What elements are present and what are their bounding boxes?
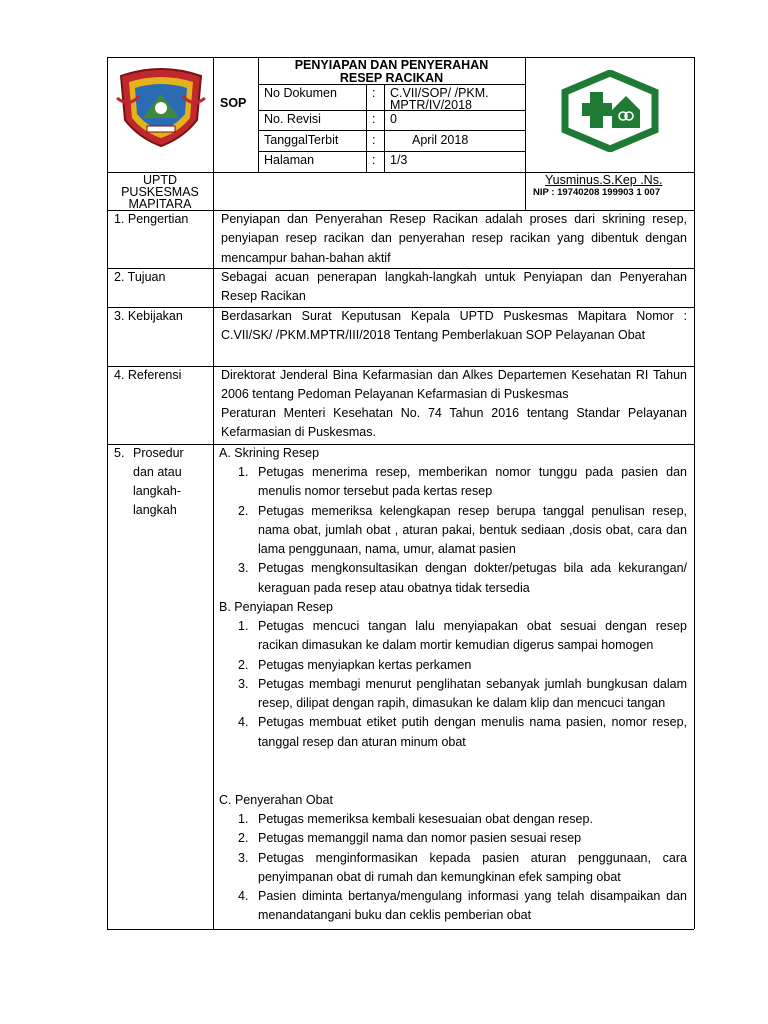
regency-emblem-icon: [113, 68, 209, 148]
section-title-penyerahan: C. Penyerahan Obat: [219, 793, 333, 807]
list-item: 3. Petugas menginformasikan kepada pasien aturan penggunaan, cara penyimpanan obat di rumah dan kemungkinan efek samping obat: [238, 850, 687, 884]
meta-label-no-revisi: No. Revisi: [264, 112, 321, 126]
border-meta: [525, 57, 526, 210]
list-item: 1. Petugas mencuci tangan lalu menyiapakan obat sesuai dengan resep racikan dimasukan ke dalam mortir kemudian digerus sampai homogen: [238, 619, 687, 653]
border-meta: [258, 151, 525, 152]
border-meta: [366, 84, 367, 172]
meta-separator: :: [372, 112, 376, 126]
list-item: 4. Petugas membuat etiket putih dengan menulis nama pasien, nomor resep, tanggal resep dan aturan minum obat: [238, 715, 687, 749]
label-tujuan: 2. Tujuan: [114, 270, 166, 284]
list-item: 2. Petugas menyiapkan kertas perkamen: [238, 657, 472, 672]
text-referensi-2: Peraturan Menteri Kesehatan No. 74 Tahun 2016 tentang Standar Pelayanan Kefarmasian di Puskesmas.: [221, 406, 687, 440]
meta-separator: :: [372, 86, 376, 100]
label-prosedur-line2: dan atau: [133, 465, 182, 479]
unit-name-line2: PUSKESMAS: [121, 185, 199, 199]
list-item: 2. Petugas memanggil nama dan nomor pasien sesuai resep: [238, 831, 582, 846]
border-col: [213, 57, 214, 929]
sop-label: SOP: [220, 96, 247, 110]
list-item: 1. Petugas menerima resep, memberikan nomor tunggu pada pasien dan menulis nomor tersebut pada kertas resep: [238, 465, 687, 499]
meta-separator: :: [372, 133, 376, 147]
document-title-line2: RESEP RACIKAN: [339, 71, 444, 85]
label-prosedur-line1: Prosedur: [133, 446, 184, 460]
list-item: 4. Pasien diminta bertanya/mengulang informasi yang telah disampaikan dan menandatangani buku dan ceklis pemberian obat: [238, 889, 687, 923]
meta-value-tanggal-terbit: April 2018: [412, 133, 469, 147]
list-item: 1. Petugas memeriksa kembali kesesuaian obat dengan resep.: [238, 812, 593, 826]
meta-value-no-dokumen-line2: MPTR/IV/2018: [390, 98, 472, 112]
label-kebijakan: 3. Kebijakan: [114, 309, 183, 323]
border-meta: [258, 130, 525, 131]
text-referensi-1: Direktorat Jenderal Bina Kefarmasian dan Alkes Departemen Kesehatan RI Tahun 2006 tentang Pedoman Pelayanan Kefarmasian di Puskesmas: [221, 368, 687, 402]
list-item: 3. Petugas mengkonsultasikan dengan dokter/petugas bila ada kekurangan/ keraguan pada resep atau obatnya tidak tersedia: [238, 561, 687, 595]
signer-nip: NIP : 19740208 199903 1 007: [533, 187, 661, 198]
label-prosedur-number: 5.: [114, 446, 125, 460]
list-item: 3. Petugas membagi menurut penglihatan sebanyak jumlah bungkusan dalam resep, dilipat dengan rapih, dimasukan ke dalam klip dan mencuci tangan: [238, 676, 687, 711]
meta-value-no-dokumen: C.VII/SOP/ /PKM.: [390, 86, 489, 100]
meta-value-no-revisi: 0: [390, 112, 397, 126]
border-meta: [384, 84, 385, 172]
section-title-penyiapan: B. Penyiapan Resep: [219, 600, 333, 614]
section-title-skrining: A. Skrining Resep: [219, 446, 320, 460]
meta-label-tanggal-terbit: TanggalTerbit: [264, 133, 339, 147]
meta-label-no-dokumen: No Dokumen: [264, 86, 337, 100]
signer-name: Yusminus.S.Kep .Ns.: [545, 173, 663, 187]
label-pengertian: 1. Pengertian: [114, 212, 189, 226]
section-list-skrining: [238, 463, 687, 598]
text-pengertian: Penyiapan dan Penyerahan Resep Racikan adalah proses dari skrining resep, penyiapan resep racikan dan penyerahan resep racikan yang dibentuk dengan mencampur bahan-bahan aktif: [221, 212, 687, 265]
border-bottom: [107, 929, 694, 930]
unit-name-line3: MAPITARA: [128, 197, 192, 211]
list-item: 2. Petugas memeriksa kelengkapan resep berupa tanggal penulisan resep, nama obat, jumlah obat , aturan pakai, bentuk sediaan ,dosis obat, cara dan lama penggunaan, nama, umur, alamat pasien: [238, 503, 687, 557]
section-list-penyerahan: [238, 810, 687, 926]
label-prosedur-line3: langkah-: [133, 484, 181, 498]
text-kebijakan: Berdasarkan Surat Keputusan Kepala UPTD Puskesmas Mapitara Nomor : C.VII/SK/ /PKM.MPTR/III/2018 Tentang Pemberlakuan SOP Pelayanan Obat: [221, 309, 687, 343]
unit-name-line1: UPTD: [142, 173, 178, 187]
text-tujuan: Sebagai acuan penerapan langkah-langkah untuk Penyiapan dan Penyerahan Resep Racikan: [221, 270, 687, 304]
label-referensi: 4. Referensi: [114, 368, 182, 382]
meta-label-halaman: Halaman: [264, 153, 315, 167]
document-title-line1: PENYIAPAN DAN PENYERAHAN: [294, 58, 489, 72]
label-prosedur-line4: langkah: [133, 503, 177, 517]
meta-value-halaman: 1/3: [390, 153, 408, 167]
meta-separator: :: [372, 153, 376, 167]
border-right: [694, 57, 695, 929]
puskesmas-logo-icon: [560, 70, 660, 152]
section-list-penyiapan: [238, 617, 687, 752]
border-row: [107, 444, 694, 445]
